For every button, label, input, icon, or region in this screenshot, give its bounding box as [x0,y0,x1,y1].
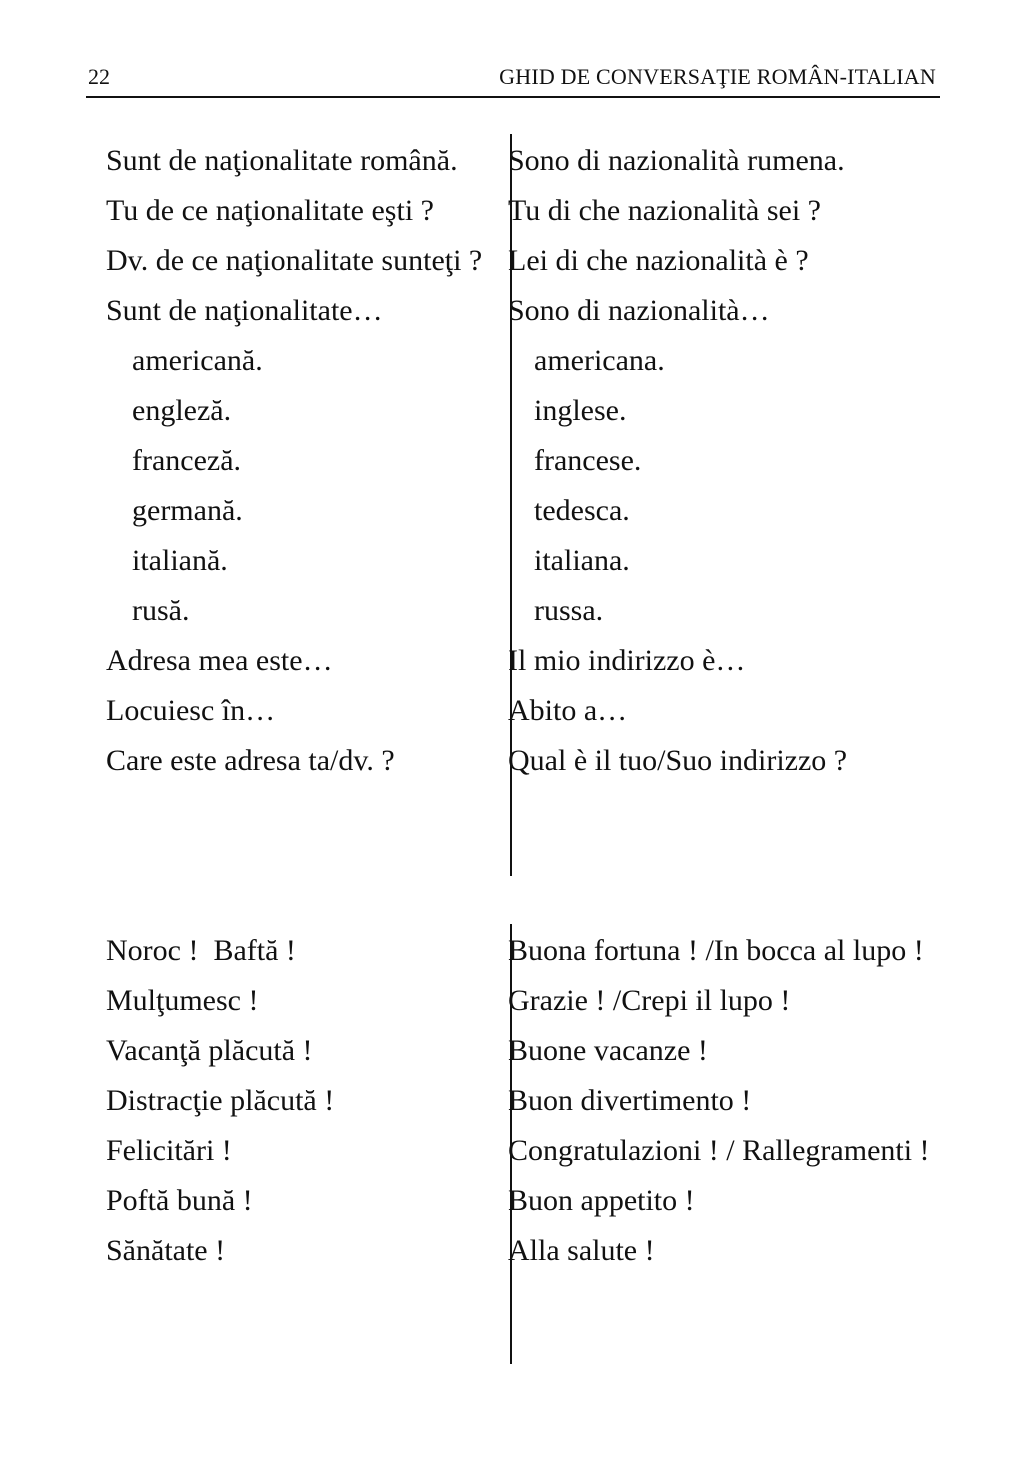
romanian-phrase [86,738,486,783]
italian-phrase [486,388,940,433]
italian-text: Sono di nazionalità rumena. [508,144,845,177]
italian-text: Buone vacanze ! [508,1034,708,1067]
running-title: GHID DE CONVERSAŢIE ROMÂN-ITALIAN [499,64,936,89]
romanian-phrase [86,388,486,433]
romanian-text: germană. [132,494,243,527]
phrase-row [86,1128,940,1173]
italian-phrase [486,238,940,283]
italian-phrase [486,1028,940,1073]
romanian-text: engleză. [132,394,232,427]
romanian-phrase [86,288,486,333]
italian-phrase [486,338,940,383]
romanian-phrase [86,1178,486,1223]
phrase-row [86,288,940,333]
italian-phrase [486,588,940,633]
romanian-phrase [86,1078,486,1123]
romanian-text: italiană. [132,544,228,577]
phrase-row [86,688,940,733]
romanian-text: Locuiesc în… [106,694,276,727]
italian-phrase [486,438,940,483]
romanian-text: Sunt de naţionalitate română. [106,144,458,177]
romanian-phrase [86,588,486,633]
italian-text: Alla salute ! [508,1234,655,1267]
italian-text: tedesca. [534,494,630,527]
phrase-row-nationality-option [86,488,940,533]
phrase-row-nationality-option [86,338,940,383]
romanian-phrase [86,638,486,683]
page-header [86,62,940,98]
italian-text: russa. [534,594,604,627]
romanian-text: Care este adresa ta/dv. ? [106,744,395,777]
italian-text: Buon appetito ! [508,1184,695,1217]
italian-text: Grazie ! /Crepi il lupo ! [508,984,791,1017]
romanian-text: Poftă bună ! [106,1184,253,1217]
romanian-text: franceză. [132,444,242,477]
phrase-row [86,1028,940,1073]
phrase-row [86,978,940,1023]
italian-phrase [486,638,940,683]
romanian-phrase [86,238,486,283]
romanian-phrase [86,538,486,583]
phrase-row [86,1228,940,1273]
phrase-row-nationality-option [86,538,940,583]
romanian-text: Vacanţă plăcută ! [106,1034,313,1067]
italian-phrase [486,288,940,333]
phrase-row [86,138,940,183]
romanian-phrase [86,188,486,233]
italian-phrase [486,928,940,973]
romanian-text: Mulţumesc ! [106,984,259,1017]
italian-phrase [486,978,940,1023]
italian-phrase [486,1178,940,1223]
italian-text: Tu di che nazionalità sei ? [508,194,821,227]
romanian-text: Noroc ! Baftă ! [106,934,296,967]
italian-phrase [486,688,940,733]
column-divider [510,924,512,1364]
phrase-table-wishes [86,928,940,1273]
column-divider [510,134,512,876]
romanian-phrase [86,688,486,733]
romanian-text: Felicitări ! [106,1134,232,1167]
italian-text: americana. [534,344,665,377]
romanian-text: americană. [132,344,263,377]
italian-phrase [486,738,940,783]
italian-text: Lei di che nazionalità è ? [508,244,809,277]
phrase-row [86,1178,940,1223]
italian-phrase [486,1228,940,1273]
italian-text: Il mio indirizzo è… [508,644,746,677]
romanian-phrase [86,488,486,533]
phrase-row [86,188,940,233]
romanian-text: Dv. de ce naţionalitate sunteţi ? [106,244,483,277]
romanian-phrase [86,978,486,1023]
italian-text: francese. [534,444,642,477]
phrase-row [86,738,940,783]
romanian-phrase [86,1128,486,1173]
romanian-text: Distracţie plăcută ! [106,1084,335,1117]
romanian-phrase [86,928,486,973]
romanian-phrase [86,438,486,483]
italian-text: Congratulazioni ! / Rallegramenti ! [508,1134,930,1167]
romanian-text: Adresa mea este… [106,644,333,677]
italian-text: Abito a… [508,694,628,727]
italian-text: Buona fortuna ! /In bocca al lupo ! [508,934,924,967]
phrase-row [86,1078,940,1123]
phrase-row [86,238,940,283]
phrase-row-nationality-option [86,438,940,483]
italian-phrase [486,188,940,233]
italian-phrase [486,1078,940,1123]
italian-text: Qual è il tuo/Suo indirizzo ? [508,744,848,777]
romanian-phrase [86,338,486,383]
romanian-phrase [86,1028,486,1073]
italian-phrase [486,488,940,533]
italian-text: inglese. [534,394,627,427]
phrase-row-nationality-option [86,388,940,433]
romanian-text: Tu de ce naţionalitate eşti ? [106,194,434,227]
romanian-phrase [86,138,486,183]
page-number: 22 [88,64,110,89]
romanian-text: Sunt de naţionalitate… [106,294,383,327]
italian-text: Buon divertimento ! [508,1084,752,1117]
italian-text: italiana. [534,544,630,577]
italian-phrase [486,538,940,583]
phrase-row-nationality-option [86,588,940,633]
italian-phrase [486,138,940,183]
romanian-phrase [86,1228,486,1273]
phrase-row [86,638,940,683]
romanian-text: rusă. [132,594,190,627]
italian-phrase [486,1128,940,1173]
phrase-table-nationality [86,138,940,783]
romanian-text: Sănătate ! [106,1234,226,1267]
italian-text: Sono di nazionalità… [508,294,770,327]
phrase-row [86,928,940,973]
